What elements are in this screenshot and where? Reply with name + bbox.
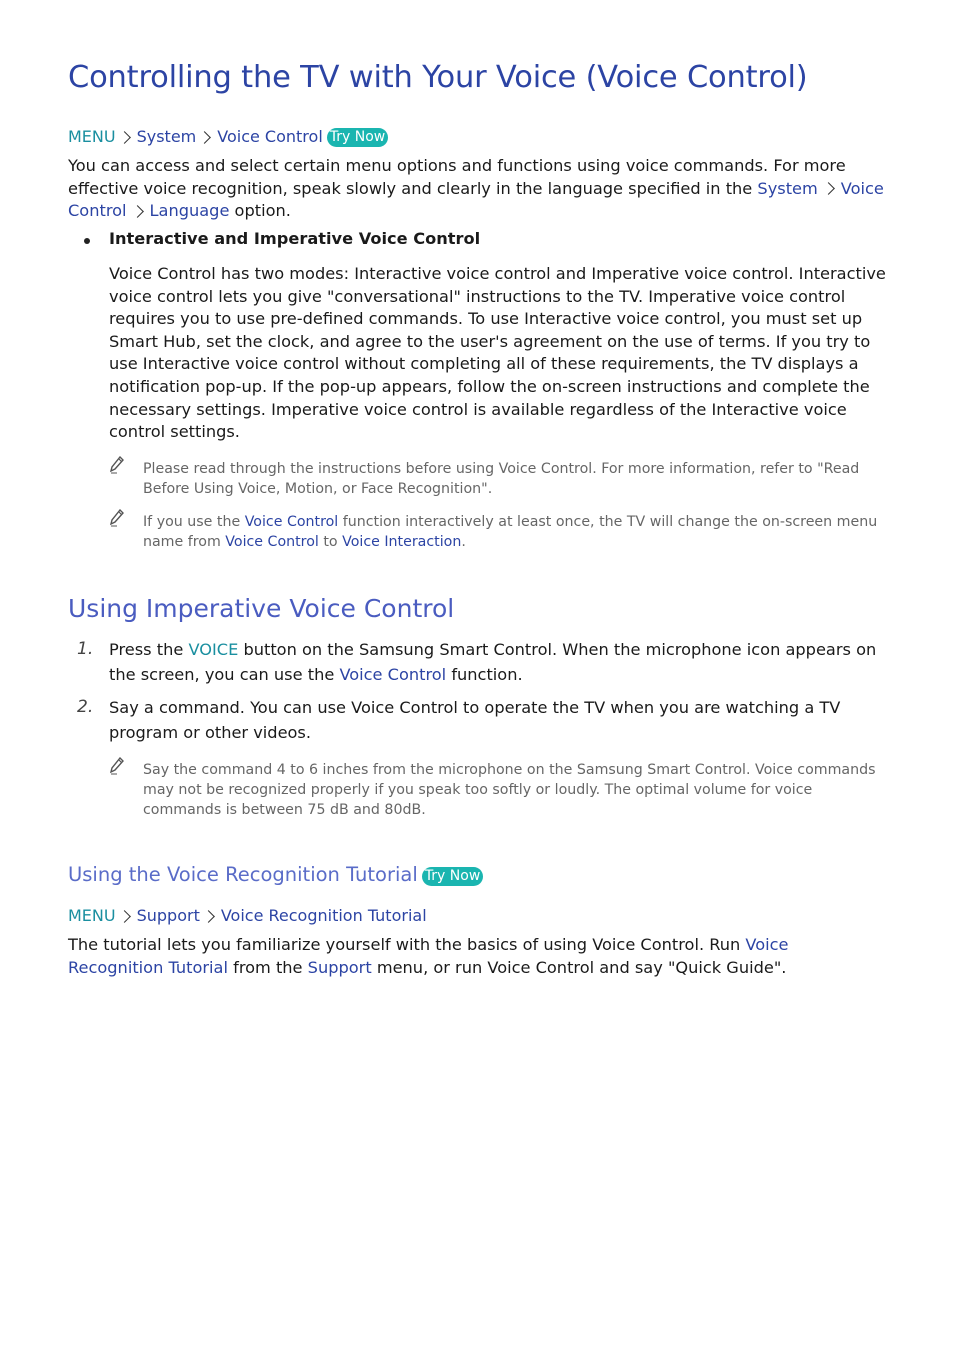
voice-control-link[interactable]: Voice Control [217,127,323,146]
pencil-icon [109,456,125,474]
tutorial-text: The tutorial lets you familiarize yourself with the basics of using Voice Control. Run [68,935,746,954]
menu-link[interactable]: MENU [68,906,116,925]
voice-control-link[interactable]: Voice Control [244,514,339,530]
intro-paragraph [68,155,886,223]
chevron-right-icon [198,131,211,144]
step-number: 1. [77,639,94,659]
section-title: Using Imperative Voice Control [68,594,455,623]
chevron-right-icon [131,205,144,218]
menu-path [68,906,427,925]
chevron-right-icon [118,131,131,144]
step-2: Say a command. You can use Voice Control to operate the TV when you are watching a TV program or other videos. [109,698,841,742]
tutorial-text: menu, or run Voice Control and say "Quick Guide". [371,957,787,977]
voice-control-link[interactable]: Voice Control [225,534,319,550]
menu-path [68,127,388,147]
note-read-instructions: Please read through the instructions before using Voice Control. For more information, refer to "Read Before Using Voice, Motion, or Face Recognition". [143,461,860,497]
step-text: function. [446,665,523,684]
subsection-title-text: Using the Voice Recognition Tutorial [68,863,418,886]
note-text: If you use the [143,514,245,530]
system-link[interactable]: System [136,127,197,146]
voice-recognition-tutorial-link[interactable]: Voice Recognition Tutorial [220,906,427,925]
step-text: Press the [109,640,189,659]
bullet-title: Interactive and Imperative Voice Control [109,229,481,248]
bullet-body: Voice Control has two modes: Interactive voice control and Imperative voice control. Interactive voice control lets you give "conversational" instructions to the TV. Imperative voice control requires you to use pre-defined commands. To use Interactive voice control, you must set up Smart Hub, set the clock, and agree to the user's agreement on the use of terms. If you try to use Interactive voice control without completing all of these requirements, the TV displays a notification pop-up. If the pop-up appears, follow the on-screen instructions and complete the necessary settings. Imperative voice control is available regardless of the Interactive voice control settings. [109,264,886,442]
note-text: . [461,534,466,550]
page-title: Controlling the TV with Your Voice (Voice Control) [68,60,808,95]
tutorial-text: from the [227,957,308,977]
subsection-title [68,863,483,886]
intro-text-end: option. [229,201,291,221]
menu-link[interactable]: MENU [68,127,116,146]
step-text: button on the Samsung Smart Control. When the microphone icon appears on the screen, you can use the [109,640,877,684]
try-now-button[interactable]: Try Now [327,128,388,147]
step-number: 2. [77,697,94,717]
note-voice-interaction [143,512,886,552]
pencil-icon [109,509,125,527]
intro-text: You can access and select certain menu options and functions using voice commands. For more effective voice recognition, speak slowly and clearly in the language specified in the [68,156,846,198]
chevron-right-icon [822,182,835,195]
step-1 [109,637,886,687]
language-link[interactable]: Language [149,201,230,221]
try-now-button[interactable]: Try Now [422,867,483,886]
bullet-icon [84,238,90,244]
pencil-icon [109,757,125,775]
voice-recognition-tutorial-link[interactable]: Voice Recognition Tutorial [68,935,789,977]
voice-control-link[interactable]: Voice Control [339,665,447,684]
voice-button-label: VOICE [188,640,239,659]
voice-control-link[interactable]: Voice Control [68,178,884,221]
support-link[interactable]: Support [307,957,372,977]
note-text: function interactively at least once, the TV will change the on-screen menu name from [143,514,878,550]
note-text: to [318,534,343,550]
chevron-right-icon [118,910,131,923]
chevron-right-icon [202,910,215,923]
voice-interaction-link[interactable]: Voice Interaction [342,534,462,550]
tutorial-paragraph [68,934,886,979]
system-link[interactable]: System [757,178,818,198]
support-link[interactable]: Support [136,906,200,925]
note-command-distance: Say the command 4 to 6 inches from the microphone on the Samsung Smart Control. Voice commands may not be recognized properly if you speak too softly or loudly. The optimal volume for voice commands is between 75 dB and 80dB. [143,762,876,818]
